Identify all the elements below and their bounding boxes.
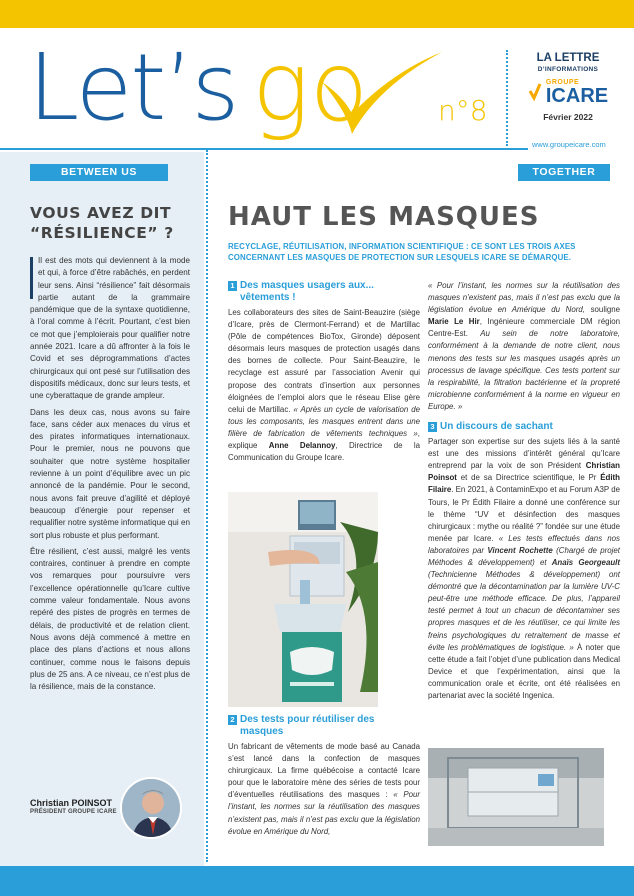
section-heading-text: Un discours de sachant <box>440 421 553 433</box>
section-2-text: Un fabricant de vêtements de mode basé au Canada s’est lancé dans la confection de masques chirurgicaux. La firme québécoise a contacté Icare pour que le laboratoire mène des séries de tests pour d’éventuelles réutilisations des masques : « Pour l’instant, les normes sur la réutilisation des masques n’existent pas, mais il n’est pas exclu que la législation évolue en Amérique du Nord, <box>228 742 421 836</box>
newsletter-title: LA LETTRE <box>536 52 600 64</box>
section-2-continued: « Pour l’instant, les normes sur la réutilisation des masques n’existent pas, mais il n’est pas exclu que la législation évolue en Amérique du Nord, souligne Marie Le Hir, Ingénieure commerciale DM région Centre-Est. Au sein de notre laboratoire, conformément à la demande de notre client, nous menons des tests sur les masques usagés après un processus de lavage spécifique. Ces tests portent sur la respirabilité, la filtration bactérienne et la propreté microbienne conformément à la norme en vigueur en Europe. » <box>428 281 620 411</box>
section-heading-2 <box>228 714 420 738</box>
section-heading-text: Des tests pour réutiliser des masques <box>240 714 375 737</box>
editorial-title: VOUS AVEZ DIT “RÉSILIENCE” ? <box>30 204 174 242</box>
photo-image <box>228 492 378 707</box>
dropcap-bar <box>30 257 33 299</box>
president-portrait <box>120 777 182 839</box>
article-column-1b <box>228 714 420 838</box>
icare-mark-icon <box>528 82 542 102</box>
signature-role: PRÉSIDENT GROUPE ICARE <box>30 809 117 815</box>
section-number: 1 <box>228 281 237 291</box>
collection-bin-photo <box>228 492 378 707</box>
article-title: HAUT LES MASQUES <box>228 202 540 232</box>
signature-name: Christian POINSOT <box>30 798 113 808</box>
website-link[interactable]: www.groupeicare.com <box>532 140 606 149</box>
logo-go-checkmark <box>252 42 452 146</box>
icare-groupe-label: GROUPE <box>545 78 580 86</box>
section-1-text: Les collaborateurs des sites de Saint-Beauzire (siège d’Icare, près de Clermont-Ferrand) et de Martillac (Pôle de compétences BioTox, Gironde) déposent désormais leurs masques de protection usagés dans des bornes de collecte. Pour Saint-Beauzire, le recyclage est assuré par l’association Avenir qui propose des contrats d’insertion aux personnes éloignées de l’emploi alors que le réseau Elise gère celui de Martillac. « Après un cycle de valorisation de tous les composants, les masques entrent dans une filière de fabrication de vêtements techniques », explique Anne Delannoy, Directrice de la Communication du Groupe Icare. <box>228 308 420 463</box>
section-heading-3 <box>428 421 620 433</box>
icare-name: ICARE <box>545 84 609 107</box>
section-tag-between-us: BETWEEN US <box>30 164 168 181</box>
uv-device-photo <box>428 748 604 846</box>
section-3-text: Partager son expertise sur des sujets liés à la santé est une des missions d’intérêt général qu’Icare entreprend par la voix de son Président Christian Poinsot et de sa Directrice scientifique, le Pr Édith Filaire. En 2021, à ContaminExpo et au Forum A3P de Tours, le Pr Édith Filaire a donné une conférence sur le thème “UV et désinfection des masques chirurgicaux : mythe ou réalité ?” fondée sur une étude menée par Icare. « Les tests effectués dans nos laboratoires par Vincent Rochette (Chargé de projet Méthodes & développement) et Anaïs Georgeault (Technicienne Méthodes & développement) ont démontré que la décontamination par la lumière UV-C peut-être une méthode efficace. De plus, l’appareil testé permet à tout un chacun de décontaminer ses propres masques et de les réutiliser, ce qui limite les freins psychologiques du retraitement de masse et évite les problématiques de logistique. » À noter que cette étude a fait l’objet d’une publication dans Medical Device et que l’expérimentation, ainsi que la communication orale et écrite, ont été réalisées en partenariat avec la société Ingenica. <box>428 437 620 700</box>
column-divider <box>206 150 208 862</box>
section-number: 2 <box>228 715 237 725</box>
editorial-paragraph: Être résilient, c’est aussi, malgré les vents contraires, continuer à prendre en compte vos remarques pour poursuivre vers l’excellence opérationnelle qu’Icare cultive comme valeur fondamentale. Nous avons repéré des pistes de progrès en termes de délais, de productivité et de relation client. Nous avons déjà commencé à mettre en place des plans d’actions et nous allons continuer, comme nous le faisons depuis plus de 25 ans. A ce niveau, ce n’est plus de la résilience, mais de la constance. <box>30 546 190 692</box>
newsletter-badge <box>518 52 618 122</box>
logo-lets: Let’s <box>28 34 238 141</box>
editorial-paragraph: Il est des mots qui deviennent à la mode et qui, à force d’être rabâchés, en perdent leur sens. Ainsi “résilience” fait désormais partie autant de la grammaire pandémique que de la syntaxe quotidienne, à l’oral comme à l’écrit. Pourtant, c’est bien ce mot que j’emploierais pour qualifier notre année 2021. Icare a dû affronter à la fois le Covid et ses déprogrammations d’actes chirurgicaux qui ont pesé sur l’utilisation des dispositifs médicaux, donc sur leurs tests, et une cyberattaque de grande ampleur. <box>30 256 190 401</box>
masthead <box>0 28 634 150</box>
section-heading-text: Des masques usagers aux... vêtements ! <box>240 280 374 303</box>
article-lede: RECYCLAGE, RÉUTILISATION, INFORMATION SCIENTIFIQUE : CE SONT LES TROIS AXES CONCERNANT LES MASQUES DE PROTECTION SUR LESQUELS ICARE SE DÉMARQUE. <box>228 242 576 263</box>
editorial-body <box>30 255 190 697</box>
masthead-divider <box>506 50 508 146</box>
issue-number: n°8 <box>438 94 488 127</box>
top-color-bar <box>0 0 634 28</box>
section-tag-together: TOGETHER <box>518 164 610 181</box>
logo-go-text: go <box>252 42 369 143</box>
bottom-color-bar <box>0 866 634 896</box>
article-column-2 <box>428 280 620 702</box>
editorial-paragraph: Dans les deux cas, nous avons su faire face, sans céder aux menaces du virus et des pirates informatiques internationaux. Pour le premier, nous ne pouvons que souhaiter que notre système hospitalier revienne à un point d’équilibre avec un pic annoncé de la pandémie. Pour le second, nous avons fait preuve d’agilité et déployé beaucoup d’énergie pour repenser et requalifier notre système informatique qui en sort plus robuste et plus performant. <box>30 407 190 540</box>
article-column-1 <box>228 280 420 464</box>
section-number: 3 <box>428 422 437 432</box>
icare-logo <box>518 79 618 106</box>
photo-image <box>428 748 604 846</box>
section-heading-1 <box>228 280 420 304</box>
issue-date: Février 2022 <box>543 111 593 122</box>
newsletter-subtitle: D’INFORMATIONS <box>537 65 599 73</box>
